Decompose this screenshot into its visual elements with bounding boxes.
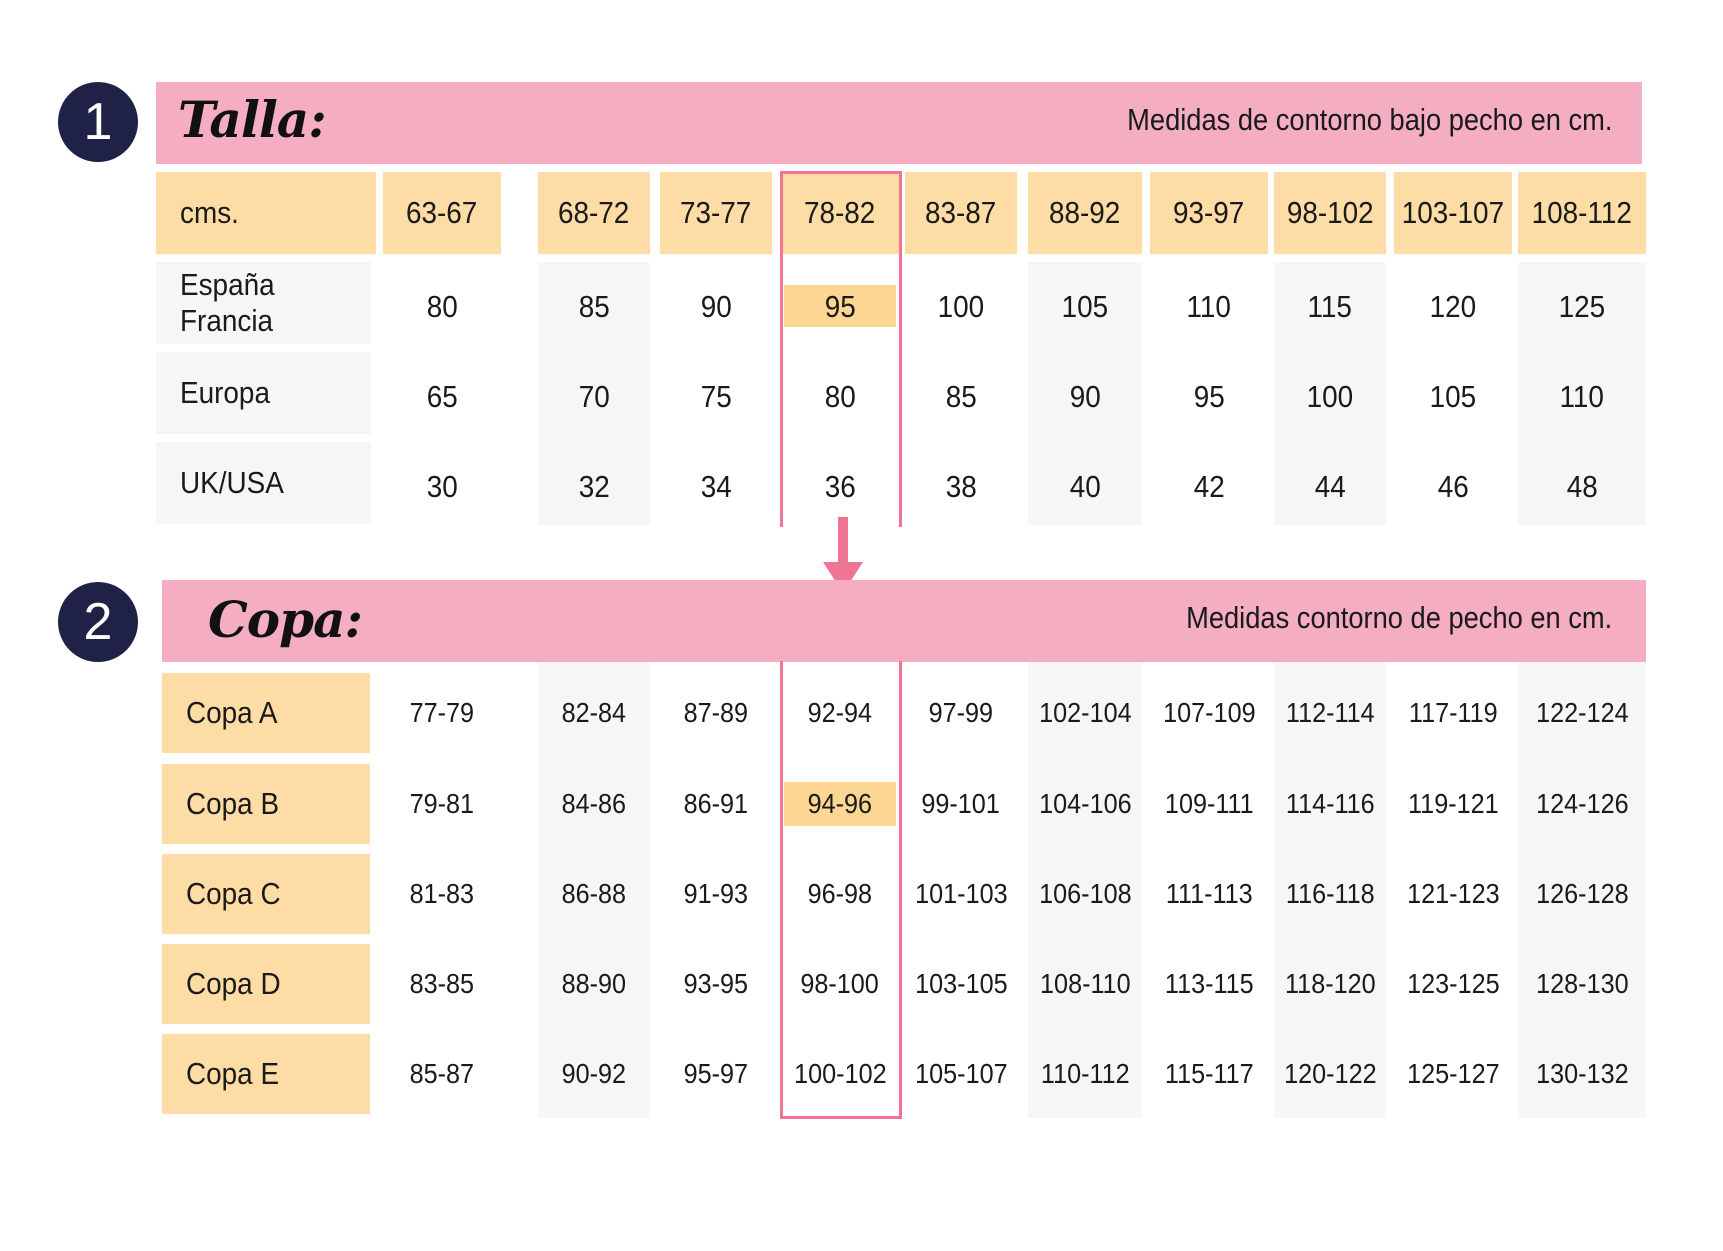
copa-row-label-text: Copa A [186, 695, 278, 730]
copa-row-label [162, 1034, 370, 1114]
copa-value-cell-text: 77-79 [409, 697, 475, 728]
talla-value-cell [1274, 262, 1386, 352]
talla-column-header-text: 108-112 [1531, 195, 1633, 230]
copa-value-cell-text: 107-109 [1162, 697, 1256, 728]
talla-column-header-text: 83-87 [925, 195, 997, 230]
copa-row-label [162, 673, 370, 753]
copa-value-cell [538, 764, 650, 844]
copa-value-cell-text: 122-124 [1535, 697, 1629, 728]
copa-value-cell [1150, 764, 1268, 844]
copa-value-cell-text: 96-98 [807, 878, 873, 909]
copa-value-cell [383, 854, 501, 934]
talla-value-cell-text: 110 [1559, 379, 1605, 414]
copa-value-cell-text: 101-103 [914, 878, 1008, 909]
copa-value-cell-text: 105-107 [914, 1058, 1008, 1089]
copa-value-cell [1028, 944, 1142, 1024]
copa-value-cell [538, 673, 650, 753]
copa-value-cell-text: 103-105 [914, 968, 1008, 999]
talla-value-cell-text: 85 [945, 379, 977, 414]
copa-value-cell [905, 1034, 1017, 1114]
copa-value-cell [1518, 673, 1646, 753]
copa-value-cell-text: 92-94 [807, 697, 873, 728]
talla-column-header-text: 88-92 [1049, 195, 1121, 230]
copa-row-label-text: Copa C [186, 876, 281, 911]
talla-value-cell-text: 90 [1069, 379, 1101, 414]
copa-value-cell [383, 764, 501, 844]
copa-value-cell-text: 93-95 [683, 968, 749, 999]
copa-value-cell-text: 98-100 [800, 968, 880, 999]
copa-value-cell-text: 86-91 [683, 788, 749, 819]
talla-column-header [383, 172, 501, 254]
talla-column-header [538, 172, 650, 254]
copa-row-label-text: Copa D [186, 966, 281, 1001]
copa-value-cell-text: 82-84 [561, 697, 627, 728]
copa-row-label-text: Copa B [186, 786, 280, 821]
talla-value-cell [383, 442, 501, 532]
talla-value-cell [1028, 442, 1142, 532]
copa-value-cell [383, 944, 501, 1024]
talla-value-cell [538, 262, 650, 352]
talla-column-header [660, 172, 772, 254]
copa-value-cell [1518, 1034, 1646, 1114]
copa-value-cell-text: 88-90 [561, 968, 627, 999]
talla-value-cell-text: 80 [426, 289, 458, 324]
talla-value-cell [1028, 352, 1142, 442]
copa-value-cell [383, 1034, 501, 1114]
copa-value-cell [1028, 673, 1142, 753]
copa-value-cell-text: 94-96 [807, 788, 873, 819]
copa-value-cell-text: 119-121 [1407, 788, 1499, 819]
highlight-frame-talla [780, 171, 902, 527]
talla-row-label [156, 352, 371, 434]
copa-value-cell [660, 944, 772, 1024]
copa-value-cell [1274, 854, 1386, 934]
talla-title: Talla: [178, 90, 326, 149]
talla-column-header-text: 63-67 [406, 195, 478, 230]
talla-value-cell [905, 262, 1017, 352]
copa-value-cell [660, 673, 772, 753]
copa-value-cell-text: 116-118 [1285, 878, 1375, 909]
copa-value-cell-text: 108-110 [1039, 968, 1131, 999]
copa-value-cell-text: 117-119 [1408, 697, 1498, 728]
copa-value-cell [1150, 944, 1268, 1024]
talla-value-cell [1274, 442, 1386, 532]
talla-header-label-text: cms. [180, 195, 239, 230]
talla-value-cell [1518, 262, 1646, 352]
copa-value-cell-text: 100-102 [793, 1058, 887, 1089]
copa-value-cell [383, 673, 501, 753]
copa-row-label [162, 944, 370, 1024]
copa-value-cell-text: 118-120 [1284, 968, 1376, 999]
talla-value-cell [1028, 262, 1142, 352]
copa-value-cell-text: 112-114 [1285, 697, 1375, 728]
copa-value-cell [1274, 1034, 1386, 1114]
copa-value-cell [1274, 764, 1386, 844]
talla-value-cell [538, 352, 650, 442]
copa-value-cell [660, 1034, 772, 1114]
copa-value-cell [538, 854, 650, 934]
copa-value-cell-text: 124-126 [1535, 788, 1629, 819]
copa-value-cell [1150, 1034, 1268, 1114]
talla-row-label [156, 442, 371, 524]
talla-value-cell-text: 95 [824, 289, 856, 324]
talla-value-cell-text: 105 [1429, 379, 1477, 414]
copa-value-cell-text: 128-130 [1535, 968, 1629, 999]
talla-value-cell [1394, 352, 1512, 442]
copa-row-label [162, 854, 370, 934]
copa-value-cell [905, 854, 1017, 934]
copa-banner [162, 580, 1646, 662]
copa-value-cell [905, 764, 1017, 844]
copa-value-cell [1150, 673, 1268, 753]
talla-row-label-line1: UK/USA [180, 465, 284, 500]
talla-value-cell [1518, 352, 1646, 442]
talla-value-cell-text: 125 [1558, 289, 1606, 324]
talla-column-header [1274, 172, 1386, 254]
copa-value-cell [1394, 944, 1512, 1024]
talla-row-label-line2: Francia [180, 303, 274, 338]
copa-value-cell-text: 126-128 [1535, 878, 1629, 909]
section-number-2: 2 [83, 593, 113, 651]
talla-value-cell-text: 75 [700, 379, 732, 414]
talla-row-label [156, 262, 371, 344]
copa-value-cell [1394, 1034, 1512, 1114]
copa-value-cell-text: 81-83 [409, 878, 475, 909]
talla-banner [156, 82, 1642, 164]
talla-value-cell [538, 442, 650, 532]
talla-column-header [1518, 172, 1646, 254]
talla-value-cell [383, 352, 501, 442]
copa-value-cell [1394, 854, 1512, 934]
talla-value-cell-text: 90 [700, 289, 732, 324]
copa-subtitle: Medidas contorno de pecho en cm. [1185, 600, 1612, 635]
talla-row-label-line1: España [180, 267, 275, 302]
talla-column-header [905, 172, 1017, 254]
talla-column-header-text: 78-82 [804, 195, 876, 230]
talla-value-cell [1150, 442, 1268, 532]
copa-value-cell-text: 109-111 [1164, 788, 1254, 819]
copa-row-label [162, 764, 370, 844]
copa-value-cell-text: 111-113 [1165, 878, 1253, 909]
copa-value-cell [660, 764, 772, 844]
talla-column-header-text: 68-72 [558, 195, 630, 230]
section-number-1: 1 [83, 93, 113, 151]
copa-value-cell [1518, 944, 1646, 1024]
copa-value-cell-text: 125-127 [1406, 1058, 1500, 1089]
copa-value-cell [1150, 854, 1268, 934]
copa-value-cell [538, 1034, 650, 1114]
copa-value-cell-text: 102-104 [1038, 697, 1132, 728]
talla-value-cell-text: 70 [578, 379, 610, 414]
copa-value-cell [538, 944, 650, 1024]
talla-column-header [1150, 172, 1268, 254]
talla-value-cell [660, 352, 772, 442]
talla-value-cell-text: 85 [578, 289, 610, 324]
copa-value-cell-text: 90-92 [561, 1058, 627, 1089]
copa-value-cell-text: 106-108 [1038, 878, 1132, 909]
talla-value-cell [383, 262, 501, 352]
copa-value-cell [1028, 764, 1142, 844]
talla-value-cell-text: 105 [1061, 289, 1109, 324]
talla-header-label [156, 172, 376, 254]
talla-value-cell-text: 120 [1429, 289, 1477, 324]
talla-value-cell-text: 30 [426, 469, 458, 504]
talla-value-cell-text: 48 [1566, 469, 1598, 504]
section-number-badge-2 [58, 582, 138, 662]
copa-value-cell [1274, 673, 1386, 753]
talla-value-cell-text: 100 [937, 289, 985, 324]
copa-value-cell-text: 110-112 [1040, 1058, 1130, 1089]
copa-value-cell [1518, 854, 1646, 934]
talla-value-cell [905, 352, 1017, 442]
copa-value-cell-text: 113-115 [1164, 968, 1254, 999]
copa-value-cell [1394, 764, 1512, 844]
talla-value-cell [905, 442, 1017, 532]
copa-value-cell [1518, 764, 1646, 844]
talla-value-cell-text: 95 [1193, 379, 1225, 414]
copa-value-cell-text: 97-99 [928, 697, 994, 728]
talla-value-cell [1274, 352, 1386, 442]
talla-value-cell-text: 80 [824, 379, 856, 414]
copa-value-cell [1394, 673, 1512, 753]
copa-value-cell-text: 79-81 [409, 788, 475, 819]
copa-value-cell-text: 83-85 [409, 968, 475, 999]
copa-row-label-text: Copa E [186, 1056, 280, 1091]
talla-column-header-text: 103-107 [1401, 195, 1505, 230]
copa-value-cell-text: 114-116 [1285, 788, 1375, 819]
talla-column-header-text: 73-77 [680, 195, 752, 230]
copa-value-cell-text: 120-122 [1283, 1058, 1377, 1089]
section-number-badge-1 [58, 82, 138, 162]
talla-value-cell [1394, 442, 1512, 532]
copa-value-cell [905, 673, 1017, 753]
talla-value-cell-text: 42 [1193, 469, 1225, 504]
copa-value-cell-text: 104-106 [1038, 788, 1132, 819]
talla-value-cell [1150, 262, 1268, 352]
talla-value-cell [1150, 352, 1268, 442]
talla-column-header [1394, 172, 1512, 254]
copa-value-cell-text: 86-88 [561, 878, 627, 909]
copa-value-cell [1028, 1034, 1142, 1114]
talla-value-cell-text: 46 [1437, 469, 1469, 504]
talla-value-cell [1394, 262, 1512, 352]
talla-value-cell-text: 115 [1307, 289, 1353, 324]
copa-value-cell-text: 87-89 [683, 697, 749, 728]
talla-column-header-text: 98-102 [1286, 195, 1374, 230]
talla-value-cell-text: 32 [578, 469, 610, 504]
copa-value-cell-text: 130-132 [1535, 1058, 1629, 1089]
talla-column-header-text: 93-97 [1173, 195, 1245, 230]
copa-value-cell [660, 854, 772, 934]
highlight-frame-copa [780, 661, 902, 1119]
talla-value-cell-text: 110 [1186, 289, 1232, 324]
talla-value-cell-text: 44 [1314, 469, 1346, 504]
copa-value-cell-text: 84-86 [561, 788, 627, 819]
talla-value-cell-text: 65 [426, 379, 458, 414]
copa-value-cell [905, 944, 1017, 1024]
talla-column-header [1028, 172, 1142, 254]
copa-value-cell-text: 121-123 [1406, 878, 1500, 909]
talla-value-cell [660, 442, 772, 532]
talla-subtitle: Medidas de contorno bajo pecho en cm. [1126, 102, 1612, 137]
talla-row-label-line1: Europa [180, 375, 270, 410]
copa-value-cell-text: 115-117 [1164, 1058, 1254, 1089]
copa-value-cell-text: 85-87 [409, 1058, 475, 1089]
copa-value-cell-text: 123-125 [1406, 968, 1500, 999]
talla-value-cell-text: 36 [824, 469, 856, 504]
copa-value-cell-text: 91-93 [683, 878, 749, 909]
copa-value-cell-text: 99-101 [921, 788, 1001, 819]
talla-value-cell-text: 40 [1069, 469, 1101, 504]
talla-value-cell [660, 262, 772, 352]
talla-value-cell-text: 34 [700, 469, 732, 504]
talla-value-cell [1518, 442, 1646, 532]
copa-value-cell [1274, 944, 1386, 1024]
copa-value-cell [1028, 854, 1142, 934]
copa-value-cell-text: 95-97 [683, 1058, 749, 1089]
copa-title: Copa: [208, 590, 362, 649]
talla-value-cell-text: 100 [1306, 379, 1354, 414]
talla-value-cell-text: 38 [945, 469, 977, 504]
